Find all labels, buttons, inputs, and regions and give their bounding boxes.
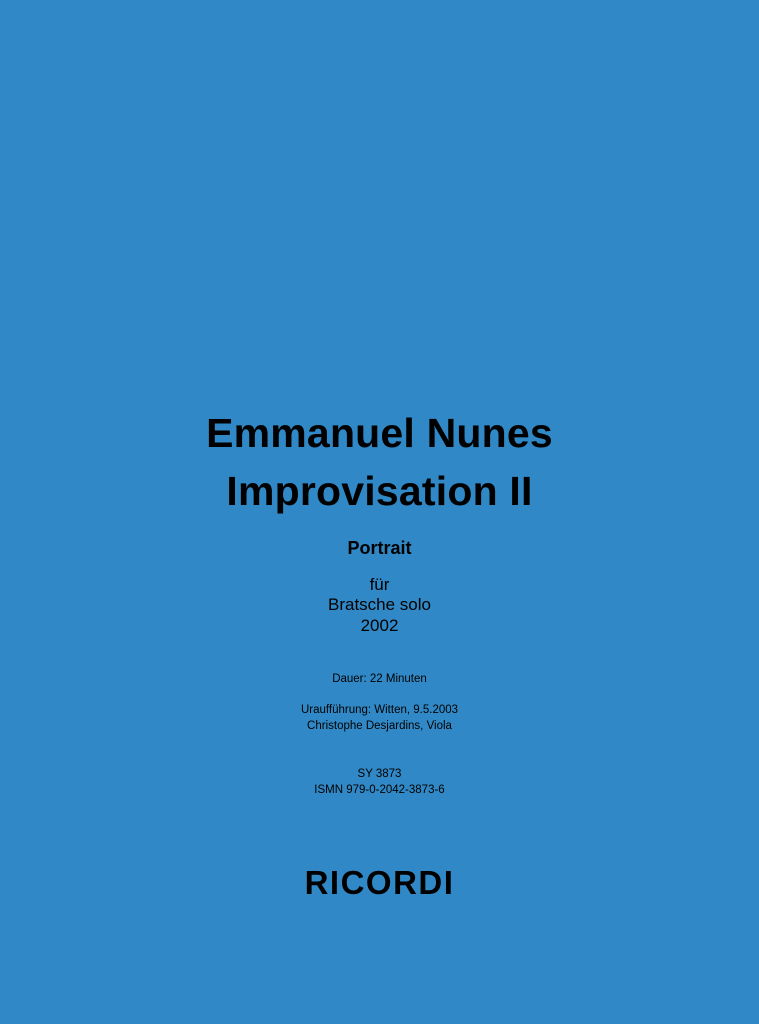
publisher-logo: RICORDI [304,864,455,901]
catalog-block [0,767,759,798]
work-subtitle: Portrait [347,538,412,558]
premiere-performer: Christophe Desjardins, Viola [307,719,452,732]
instrumentation-block [0,575,759,636]
instrumentation-for: für [369,575,390,594]
plate-number: SY 3873 [357,768,402,780]
ismn-number: ISMN 979-0-2042-3873-6 [314,783,445,796]
composition-year: 2002 [360,615,399,635]
composer-name: Emmanuel Nunes [206,410,553,456]
work-title: Improvisation II [226,468,533,514]
premiere-block [0,703,759,734]
duration-text: Dauer: 22 Minuten [332,673,427,685]
instrumentation-instrument: Bratsche solo [328,595,431,615]
premiere-details: Uraufführung: Witten, 9.5.2003 [300,704,459,716]
